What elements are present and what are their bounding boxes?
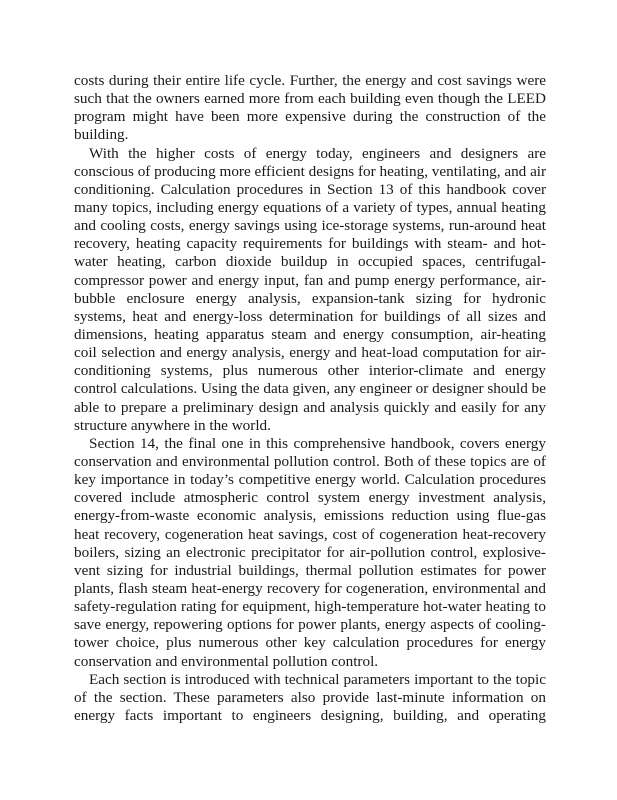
text-line: able to prepare a preliminary design and analysis quickly and easily for any <box>74 398 546 416</box>
paragraph-1 <box>74 72 546 145</box>
text-line: coil selection and energy analysis, energy and heat-load computation for air- <box>74 344 546 362</box>
text-line: safety-regulation rating for equipment, high-temperature hot-water heating to <box>74 598 546 616</box>
paragraph-2 <box>74 145 546 435</box>
text-line: Each section is introduced with technical parameters important to the topic <box>89 670 546 688</box>
text-line: energy facts important to engineers designing, building, and operating <box>74 706 546 724</box>
text-line: control calculations. Using the data given, any engineer or designer should be <box>74 380 546 398</box>
text-line: tower choice, plus numerous other key calculation procedures for energy <box>74 634 546 652</box>
text-line: many topics, including energy equations of a variety of types, annual heating <box>74 198 546 216</box>
text-line: vent sizing for industrial buildings, thermal pollution estimates for power <box>74 561 546 579</box>
text-line: heat recovery, cogeneration heat savings, cost of cogeneration heat-recovery <box>74 525 546 543</box>
text-line: conditioning systems, plus numerous other interior-climate and energy <box>74 362 546 380</box>
text-line: dimensions, heating apparatus steam and energy consumption, air-heating <box>74 325 546 343</box>
text-line: program might have been more expensive during the construction of the <box>74 108 546 126</box>
text-line: energy-from-waste economic analysis, emissions reduction using flue-gas <box>74 507 546 525</box>
paragraph-4 <box>74 671 546 725</box>
text-line: structure anywhere in the world. <box>74 416 271 434</box>
text-line: plants, flash steam heat-energy recovery for cogeneration, environmental and <box>74 579 546 597</box>
text-line: key importance in today’s competitive energy world. Calculation procedures <box>74 471 546 489</box>
text-line: water heating, carbon dioxide buildup in occupied spaces, centrifugal- <box>74 253 546 271</box>
text-line: boilers, sizing an electronic precipitator for air-pollution control, explosive- <box>74 543 546 561</box>
text-line: compressor power and energy input, fan and pump energy performance, air- <box>74 271 546 289</box>
text-line: conscious of producing more efficient designs for heating, ventilating, and air <box>74 162 547 180</box>
text-line: conservation and environmental pollution control. Both of these topics are of <box>74 452 546 470</box>
text-line: such that the owners earned more from each building even though the LEED <box>74 90 546 108</box>
document-page <box>74 72 546 725</box>
text-line: systems, heat and energy-loss determination for buildings of all sizes and <box>74 307 546 325</box>
text-line: With the higher costs of energy today, engineers and designers are <box>89 144 546 162</box>
text-line: Section 14, the final one in this comprehensive handbook, covers energy <box>89 434 546 452</box>
text-line: costs during their entire life cycle. Further, the energy and cost savings were <box>74 72 546 89</box>
paragraph-3 <box>74 435 546 671</box>
text-line: conditioning. Calculation procedures in Section 13 of this handbook cover <box>74 180 546 198</box>
text-line: conservation and environmental pollution control. <box>74 652 379 670</box>
text-line: covered include atmospheric control system energy investment analysis, <box>74 489 546 507</box>
text-line: recovery, heating capacity requirements for buildings with steam- and hot- <box>74 235 546 253</box>
text-line: and cooling costs, energy savings using ice-storage systems, run-around heat <box>74 217 546 235</box>
text-line: bubble enclosure energy analysis, expansion-tank sizing for hydronic <box>74 289 546 307</box>
text-line: building. <box>74 126 129 144</box>
text-line: of the section. These parameters also provide last-minute information on <box>74 688 546 706</box>
text-line: save energy, repowering options for power plants, energy aspects of cooling- <box>74 616 546 634</box>
